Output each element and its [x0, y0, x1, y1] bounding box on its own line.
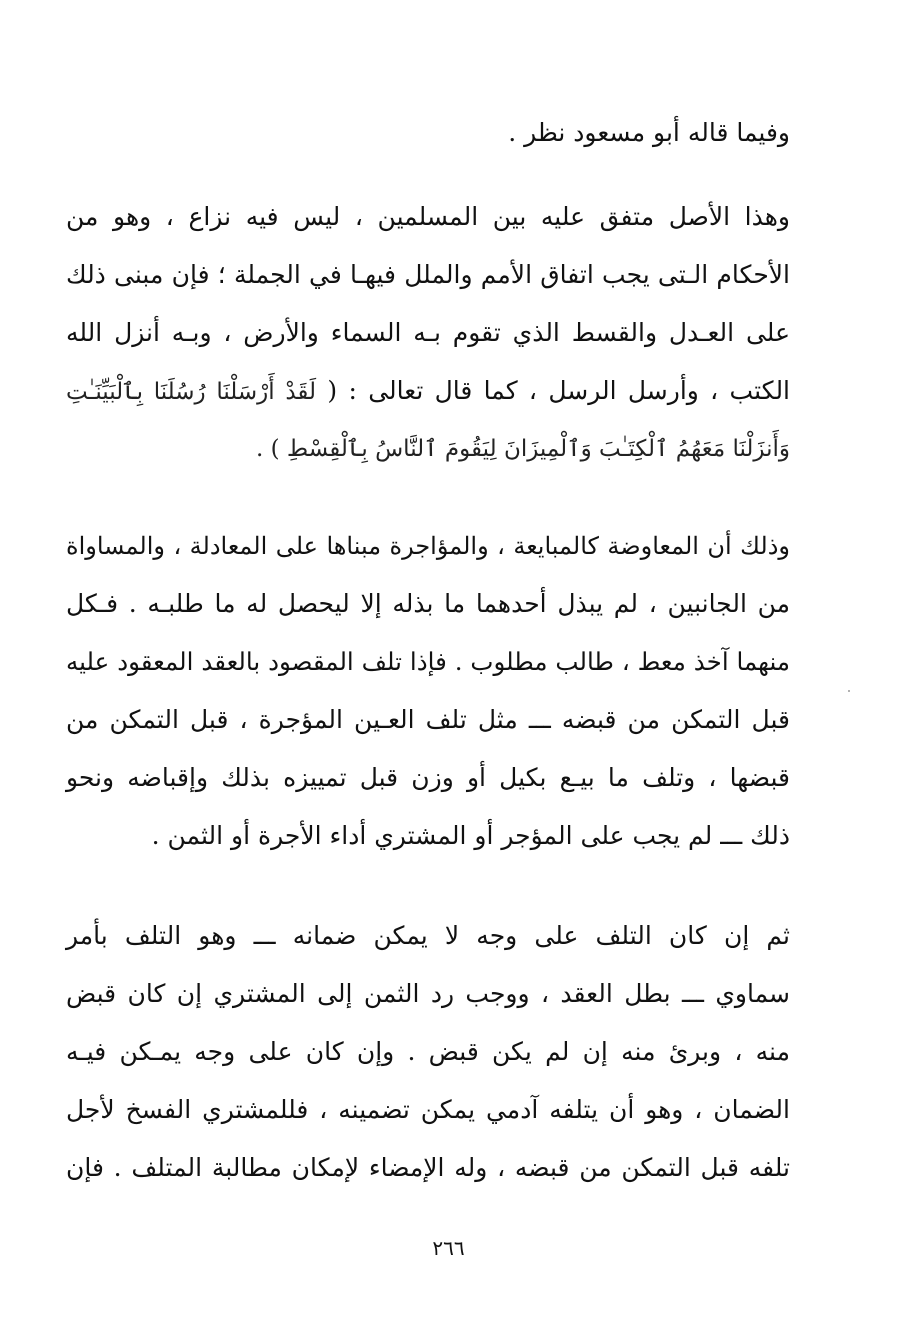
text-line: وفيما قاله أبو مسعود نظر .: [508, 118, 790, 147]
text-line: الضمان ، وهو أن يتلفه آدمي يمكن تضمينه ، فللمشتري الفسخ لأجل: [66, 1095, 790, 1124]
paragraph-3: [66, 517, 790, 865]
text-line: من الجانبين ، لم يبذل أحدهما ما بذله إلا ليحصل له ما طلبـه . فـكل: [66, 589, 790, 618]
text-line: قبل التمكن من قبضه ـــ مثل تلف العـين المؤجرة ، قبل التمكن من: [66, 705, 790, 734]
scan-speck: [848, 690, 850, 692]
text-line-with-verse: [66, 362, 790, 420]
text-line: ذلك ـــ لم يجب على المؤجر أو المشتري أداء الأجرة أو الثمن .: [151, 821, 790, 850]
text-segment: الكتب ، وأرسل الرسل ، كما قال تعالى : (: [327, 376, 791, 405]
text-line: منه ، وبرئ منه إن لم يكن قبض . وإن كان على وجه يمـكن فيـه: [66, 1037, 790, 1066]
text-line: ثم إن كان التلف على وجه لا يمكن ضمانه ـــ وهو التلف بأمر: [66, 921, 790, 950]
paragraph-1: [66, 104, 790, 162]
text-line: وهذا الأصل متفق عليه بين المسلمين ، ليس فيه نزاع ، وهو من: [66, 202, 790, 231]
text-line: منهما آخذ معط ، طالب مطلوب . فإذا تلف المقصود بالعقد المعقود عليه: [66, 647, 790, 676]
text-line: تلفه قبل التمكن من قبضه ، وله الإمضاء لإمكان مطالبة المتلف . فإن: [66, 1153, 790, 1182]
paragraph-2: [66, 188, 790, 478]
text-line: على العـدل والقسط الذي تقوم بـه السماء والأرض ، وبـه أنزل الله: [66, 318, 790, 347]
text-line: الأحكام الـتى يجب اتفاق الأمم والملل فيهـا في الجملة ؛ فإن مبنى ذلك: [66, 260, 790, 289]
quran-verse-line: وَأَنزَلْنَا مَعَهُمُ ٱلْكِتَـٰبَ وَٱلْمِيزَانَ لِيَقُومَ ٱلنَّاسُ بِٱلْقِسْطِ ) .: [256, 436, 790, 462]
quran-verse: لَقَدْ أَرْسَلْنَا رُسُلَنَا بِٱلْبَيِّنَـٰتِ: [66, 379, 317, 405]
paragraph-4: [66, 907, 790, 1197]
text-line: قبضها ، وتلف ما بيـع بكيل أو وزن قبل تمييزه بذلك وإقباضه ونحو: [66, 763, 790, 792]
text-line: وذلك أن المعاوضة كالمبايعة ، والمؤاجرة مبناها على المعادلة ، والمساواة: [66, 532, 790, 560]
page-number: ٢٦٦: [432, 1236, 465, 1260]
text-line: سماوي ـــ بطل العقد ، ووجب رد الثمن إلى المشتري إن كان قبض: [66, 979, 790, 1008]
